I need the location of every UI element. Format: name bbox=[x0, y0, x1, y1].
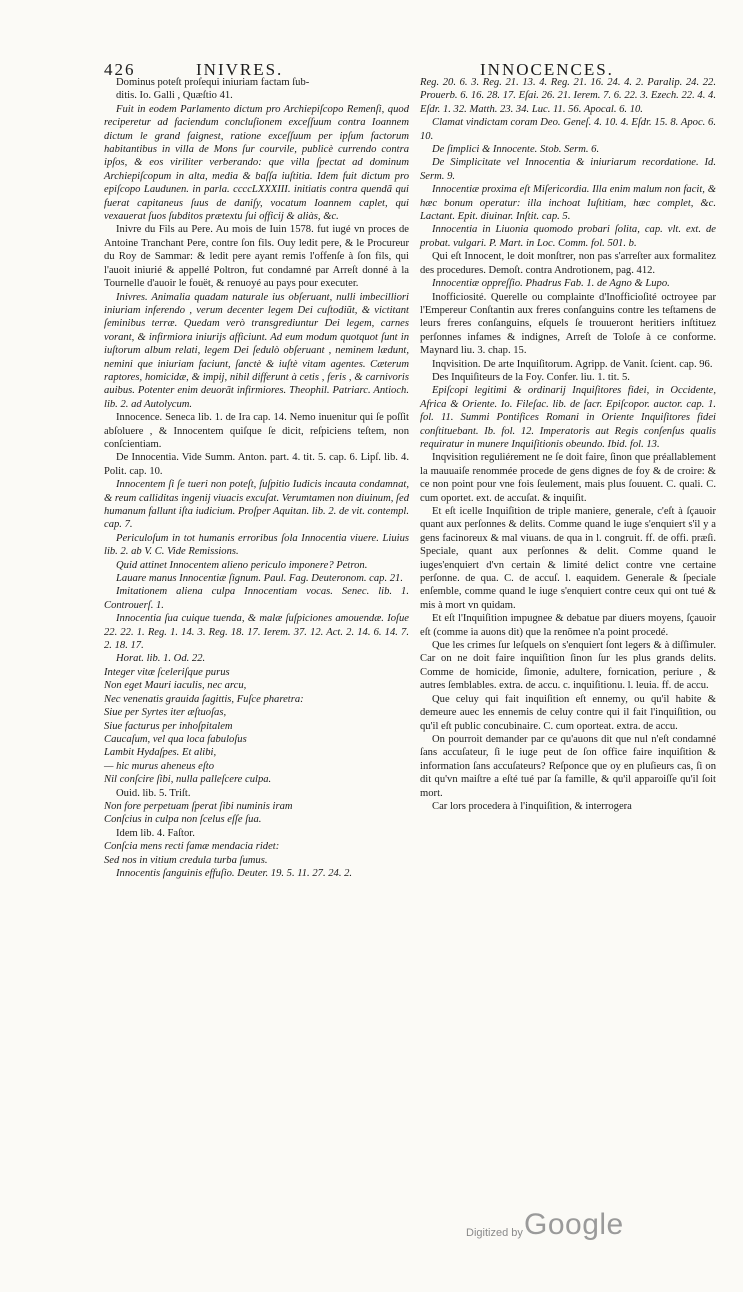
text-paragraph: Qui eſt Innocent, le doit monſtrer, non pas s'arreſter aux formalitez des procedures. Demoſt. contra Androtionem, pag. 412. bbox=[420, 251, 716, 276]
right-text-column bbox=[420, 76, 716, 813]
text-paragraph: Siue per Syrtes iter æſtuoſas, bbox=[104, 707, 227, 719]
text-paragraph: Que les crimes ſur leſquels on s'enquiert ſont legers & à diſſimuler. Car on ne doit faire inquiſition ſinon ſur les plus grands delits. Comme de homicide, ſimonie, adultere, fornication, periure , & autres ſemblables. extra. de accu. c. inquiſitionu. l. leuia. ff. de accu. bbox=[420, 640, 716, 692]
text-paragraph: Innocentis ſanguinis effuſio. Deuter. 19. 5. 11. 27. 24. 2. bbox=[116, 867, 353, 879]
text-paragraph: Innocentiæ proxima eſt Miſericordia. Illa enim malum non facit, & hæc bonum operatur: illa inchoat Iuſtitiam, hæc complet, &c. Lactant. Epit. diuinar. Inſtit. cap. 5. bbox=[420, 184, 716, 223]
text-paragraph: Que celuy qui fait inquiſition eſt ennemy, ou qu'il habite & demeure auec les ennemis de celuy contre qui il fait l'inquiſition, ou qu'il eſt public concubinaire. C. cum oporteat. extra. de accu. bbox=[420, 693, 716, 732]
text-paragraph: Innocentem ſi ſe tueri non poteſt, ſuſpitio Iudicis incauta condamnat, & reum calliditas ingenij viuacis excuſat. Verumtamen non diuinum, ſed humanum fallunt iſta iudicium. Proſper Aquitan. lib. 2. de vit. contempl. cap. 7. bbox=[104, 479, 409, 531]
google-logo: Google bbox=[524, 1208, 624, 1241]
text-paragraph: Integer vitæ ſceleriſque purus bbox=[104, 666, 230, 678]
text-paragraph: Inqvisition. De arte Inquiſitorum. Agripp. de Vanit. ſcient. cap. 96. bbox=[432, 358, 713, 370]
text-paragraph: On pourroit demander par ce qu'auons dit que nul n'eſt condamné ſans accuſateur, ſi le iuge peut de ſon office faire inquiſition & information ſans accuſateurs? Reſponce que oy en pluſieurs cas, ſi on dit qu'vn maiſtre a eſté tué par ſa famille, & qu'il apparoiſſe qu'il ſoit mort. bbox=[420, 733, 716, 799]
text-paragraph: Car lors procedera à l'inquiſition, & interrogera bbox=[432, 800, 632, 812]
text-paragraph: Innocentia ſua cuique tuenda, & malæ ſuſpiciones amouendæ. Ioſue 22. 22. 1. Reg. 1. 14. 3. Reg. 18. 17. Ierem. 37. 12. Act. 2. 14. 6. 14. 7. 2. 18. 17. bbox=[104, 613, 409, 652]
text-paragraph: Nec venenatis grauida ſagittis, Fuſce pharetra: bbox=[104, 693, 304, 705]
text-paragraph: Imitationem aliena culpa Innocentiam vocas. Senec. lib. 1. Controuerſ. 1. bbox=[104, 586, 409, 611]
text-paragraph: Fuit in eodem Parlamento dictum pro Archiepiſcopo Remenſi, quod reciperetur ad faciendum concluſionem exceſſuum contra Ioannem dictum le grand faignest, ratione exceſſuum per ipſum factorum habitantibus in villa de Mons ſur courvile, publicè currendo contra ipſos, & eos viriliter verberando: que villa ſpectat ad dominum Archiepiſcopum in alta, media & baſſa iuſtitia. Idem fuit dictum pro epiſcopo Laudunen. in parla. ccccLXXXIII. initiatis contra quendã qui fuerat capitaneus ſuus de daniſy, vocatum Ioannem caplet, qui vexauerat ſuos ſubditos prætextu ſui officij & aliàs, &c. bbox=[104, 103, 409, 223]
text-paragraph: Periculoſum in tot humanis erroribus ſola Innocentia viuere. Liuius lib. 2. ab V. C. Vide Remissions. bbox=[104, 532, 409, 558]
text-paragraph: Non fore perpetuam ſperat ſibi numinis iram bbox=[104, 800, 293, 812]
text-paragraph: Reg. 20. 6. 3. Reg. 21. 13. 4. Reg. 21. 16. 24. 4. 2. Paralip. 24. 22. Prouerb. 6. 16. 28. 17. Eſai. 26. 21. Ierem. 7. 6. 22. 3. Ezech. 22. 4. 4. Eſdr. 1. 32. Matth. 23. 34. Luc. 11. 56. Apocal. 6. 10. bbox=[420, 77, 716, 115]
text-paragraph: Conſcia mens recti famæ mendacia ridet: bbox=[104, 841, 280, 853]
text-paragraph: Epiſcopi legitimi & ordinarij Inquiſitores fidei, in Occidente, Africa & Oriente. Io. Fileſac. lib. de ſacr. Epiſcopor. auctor. cap. 1. fol. 11. Summi Pontifices Romani in Oriente Inquiſitores fidei conſtituebant. Ib. fol. 12. Imperatoris aut Regis conſenſus qualis requiratur in munere Inquiſitionis obeundo. Ibid. fol. 13. bbox=[420, 385, 716, 450]
text-paragraph: Lambit Hydaſpes. Et alibi, bbox=[104, 747, 217, 759]
text-paragraph: Inofficiosité. Querelle ou complainte d'Inofficioſité octroyee par l'Empereur Conſtantin aux freres conſanguins contre les teſtamens de leurs freres conſanguins, eſquels ſe trouueront heritiers inſtituez perſonnes infames & indignes, Arreſt de Toloſe à ce conforme. Maynard liu. 3. chap. 15. bbox=[420, 291, 716, 357]
text-paragraph: Nil conſcire ſibi, nulla palleſcere culpa. bbox=[104, 774, 272, 786]
left-text-column bbox=[104, 76, 409, 880]
text-paragraph: De Innocentia. Vide Summ. Anton. part. 4. tit. 5. cap. 6. Lipſ. lib. 4. Polit. cap. 10. bbox=[104, 452, 409, 477]
running-head-right: INNOCENCES. bbox=[480, 60, 614, 79]
text-paragraph: Ouid. lib. 5. Triſt. bbox=[116, 787, 191, 799]
text-paragraph: Innocence. Seneca lib. 1. de Ira cap. 14. Nemo inuenitur qui ſe poſſit abſoluere , & Innocentem quiſque ſe dicit, reſpiciens teſtem, non conſcientiam. bbox=[104, 412, 409, 450]
text-paragraph: Innocentiæ oppreſſio. Phadrus Fab. 1. de Agno & Lupo. bbox=[432, 278, 670, 290]
text-paragraph: Inqvisition reguliérement ne ſe doit faire, ſinon que préallablement la mauuaiſe renommée procede de gens dignes de foy & de croire: & ce non point pour vne fois ſeulement, mais plus ſouuent. C. quali. C. cum oportet. ext. de accuſat. & inquiſit. bbox=[420, 452, 716, 504]
running-head-left: INIVRES. bbox=[196, 60, 284, 79]
text-paragraph: Innocentia in Liuonia quomodo probari ſolita, cap. vlt. ext. de probat. vulgari. P. Mart. in Loc. Comm. fol. 501. b. bbox=[420, 224, 716, 249]
text-paragraph: Inivres. Animalia quadam naturale ius obſeruant, nulli imbecilliori iniuriam inferendo , verum decenter legem Dei cuſtodiũt, & victitant ſeminibus terræ. Quedam verò transgrediuntur Dei legem, carnes vorant, & infirmiora iniurijs afficiunt. Ad eum modum quotquot ſunt in iuſtorum album relati, legem Dei ſedulò obſeruant , neminem lædunt, nemini que iniuriam faciunt, ſanctè & iuſtè vitam agentes. Cæterum raptores, homicidæ, & impij, nihil differunt à cetis , feris , & carnivoris auibus. Potenter enim deuorãt infirmiores. Theophil. Patriarc. Antioch. lib. 2. ad Autolycum. bbox=[104, 291, 409, 410]
text-paragraph: Dominus poteſt proſequi iniuriam factam ſub- bbox=[116, 77, 310, 88]
text-paragraph: Lauare manus Innocentiæ ſignum. Paul. Fag. Deuteronom. cap. 21. bbox=[116, 573, 403, 585]
text-paragraph: Siue facturus per inhoſpitalem bbox=[104, 720, 233, 732]
text-paragraph: Caucaſum, vel qua loca fabuloſus bbox=[104, 733, 247, 745]
page-number: 426 bbox=[104, 60, 136, 79]
text-paragraph: Conſcius in culpa non ſcelus eſſe ſua. bbox=[104, 814, 262, 826]
text-paragraph: De Simplicitate vel Innocentia & iniuriarum recordatione. Id. Serm. 9. bbox=[420, 157, 716, 182]
google-watermark bbox=[466, 1208, 646, 1248]
text-paragraph: Des Inquiſiteurs de la Foy. Confer. liu. 1. tit. 5. bbox=[432, 371, 630, 383]
text-paragraph: Sed nos in vitium credula turba ſumus. bbox=[104, 854, 268, 866]
text-paragraph: Clamat vindictam coram Deo. Geneſ. 4. 10. 4. Eſdr. 15. 8. Apoc. 6. 10. bbox=[420, 117, 716, 142]
text-paragraph: Non eget Mauri iaculis, nec arcu, bbox=[104, 680, 247, 692]
text-paragraph: Et eſt l'Inquiſition impugnee & debatue par diuers moyens, ſçauoir eſt (comme ia auons dit) que la renõmee n'a point procedé. bbox=[420, 613, 716, 638]
text-paragraph: Inivre du Fils au Pere. Au mois de Iuin 1578. fut iugé vn proces de Antoine Tranchant Pere, contre ſon fils. Ouy ledit pere, & le Procureur du Roy de Sammar: & ledit pere ayant remis l'offenſe à ſon fils, qui l'auoit iniurié & appellé Poltron, fut condamné par Arreſt donné à la Tournelle d'auoir le fouët, & renuoyé au pays pour executer. bbox=[104, 224, 409, 290]
watermark-prefix: Digitized by bbox=[466, 1227, 523, 1239]
text-paragraph: Et eſt icelle Inquiſition de triple maniere, generale, c'eſt à ſçauoir quant aux perſonnes & delits. Comme quand le iuge s'enquiert s'il y a gens facinoreux & mal viuans. de qua in l. congruit. ff. de offi. præſi. Speciale, quant aux perſonnes & delit. Comme quand le iuges'enquiert d'vn certain & limité delict contre vne certaine perſonne. de qua. C. de accuſ. l. eaquidem. Generale & ſpeciale enſemble, comme quand le iuge s'enquiert contre ceux qui ont tué & mis à mort vn quidam. bbox=[420, 506, 716, 611]
text-paragraph: Quid attinet Innocentem alieno periculo imponere? Petron. bbox=[116, 559, 368, 571]
text-paragraph: De ſimplici & Innocente. Stob. Serm. 6. bbox=[432, 144, 600, 156]
text-paragraph: — hic murus aheneus eſto bbox=[104, 760, 215, 772]
text-paragraph: Horat. lib. 1. Od. 22. bbox=[116, 653, 206, 665]
text-paragraph: Idem lib. 4. Faſtor. bbox=[116, 827, 195, 839]
text-paragraph: ditis. Io. Galli , Quæſtio 41. bbox=[116, 90, 233, 102]
